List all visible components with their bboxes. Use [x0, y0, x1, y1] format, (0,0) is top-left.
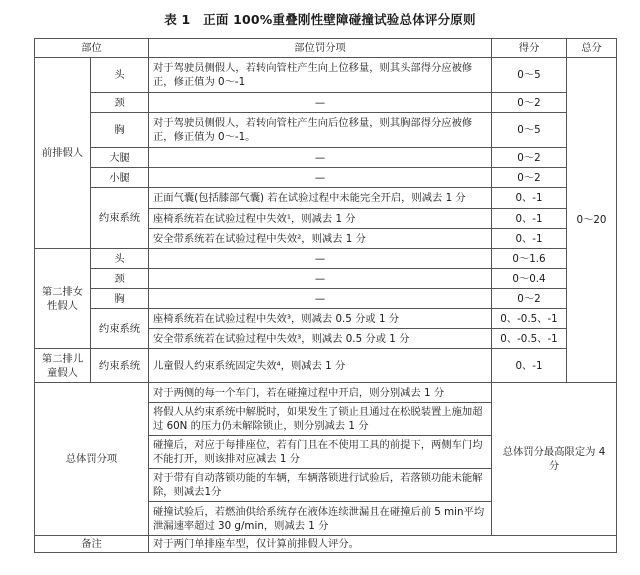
sub-part: 头: [91, 249, 149, 269]
rule-cell: 对于驾驶员侧假人，若转向管柱产生向后位移量，则其胸部得分应被修正，修正值为 0～-1。: [149, 113, 492, 148]
table-row: [35, 168, 617, 188]
rule-cell: —: [149, 289, 492, 309]
table-row: [35, 249, 617, 269]
sub-part: 胸: [91, 113, 149, 148]
overall-rule-cell: 碰撞后，对应于每排座位，若有门且在不使用工具的前提下，两侧车门均不能打开，则该排对应减去 1 分: [149, 436, 492, 469]
score-cell: 0～2: [492, 148, 567, 168]
sub-part: 胸: [91, 289, 149, 309]
sub-part: 小腿: [91, 168, 149, 188]
sub-part: 颈: [91, 269, 149, 289]
rule-cell: —: [149, 93, 492, 113]
header-rule: 部位罚分项: [149, 39, 492, 58]
sub-part-restraint: 约束系统: [91, 188, 149, 249]
score-cell: 0～0.4: [492, 269, 567, 289]
scoring-table: [34, 38, 617, 553]
score-cell: 0、-0.5、-1: [492, 309, 567, 329]
overall-rule-cell: 对于带有自动落锁功能的车辆，车辆落锁进行试验后，若落锁功能未能解除，则减去1分: [149, 469, 492, 502]
table-title: 表 1 正面 100%重叠刚性壁障碰撞试验总体评分原则: [164, 12, 476, 27]
rule-cell: —: [149, 168, 492, 188]
table-row: [35, 289, 617, 309]
table-row: [35, 113, 617, 148]
rule-cell: —: [149, 269, 492, 289]
table-row: [35, 383, 617, 403]
total-score: 0～20: [567, 58, 617, 383]
table-row: [35, 349, 617, 383]
header-score: 得分: [492, 39, 567, 58]
score-cell: 0、-0.5、-1: [492, 329, 567, 349]
group-second-child: 第二排儿童假人: [35, 349, 91, 383]
rule-cell: 正面气囊(包括膝部气囊) 若在试验过程中未能完全开启，则减去 1 分: [149, 188, 492, 209]
score-cell: 0、-1: [492, 349, 567, 383]
rule-cell: —: [149, 148, 492, 168]
score-cell: 0～2: [492, 289, 567, 309]
score-cell: 0、-1: [492, 188, 567, 209]
overall-rule-cell: 对于两侧的每一个车门，若在碰撞过程中开启，则分别减去 1 分: [149, 383, 492, 403]
header-part: 部位: [35, 39, 149, 58]
table-row: [35, 58, 617, 93]
rule-cell: 安全带系统若在试验过程中失效²，则减去 1 分: [149, 229, 492, 249]
header-row: [35, 39, 617, 58]
overall-score-limit: 总体罚分最高限定为 4 分: [492, 383, 617, 536]
header-total: 总分: [567, 39, 617, 58]
table-row: [35, 93, 617, 113]
rule-cell: 座椅系统若在试验过程中失效³，则减去 0.5 分或 1 分: [149, 309, 492, 329]
score-cell: 0～2: [492, 168, 567, 188]
rule-cell: 座椅系统若在试验过程中失效¹，则减去 1 分: [149, 209, 492, 229]
score-cell: 0～5: [492, 113, 567, 148]
score-cell: 0～2: [492, 93, 567, 113]
group-second-female: 第二排女性假人: [35, 249, 91, 349]
table-row: [35, 269, 617, 289]
sub-part: 颈: [91, 93, 149, 113]
rule-cell: 对于驾驶员侧假人，若转向管柱产生向上位移量，则其头部得分应被修正，修正值为 0～-1: [149, 58, 492, 93]
sub-part-restraint: 约束系统: [91, 349, 149, 383]
sub-part-restraint: 约束系统: [91, 309, 149, 349]
group-overall-penalty: 总体罚分项: [35, 383, 149, 536]
note-label: 备注: [35, 536, 149, 553]
table-row: [35, 188, 617, 209]
score-cell: 0、-1: [492, 229, 567, 249]
score-cell: 0～1.6: [492, 249, 567, 269]
score-cell: 0、-1: [492, 209, 567, 229]
rule-cell: 儿童假人约束系统固定失效⁴，则减去 1 分: [149, 349, 492, 383]
overall-rule-cell: 将假人从约束系统中解脱时，如果发生了锁止且通过在松脱装置上施加超过 60N 的压力仍未解除锁止，则分别减去 1 分: [149, 403, 492, 436]
score-cell: 0～5: [492, 58, 567, 93]
sub-part: 头: [91, 58, 149, 93]
group-front-dummy: 前排假人: [35, 58, 91, 249]
rule-cell: —: [149, 249, 492, 269]
table-row: [35, 309, 617, 329]
note-text: 对于两门单排座车型，仅计算前排假人评分。: [149, 536, 617, 553]
table-row: [35, 536, 617, 553]
rule-cell: 安全带系统若在试验过程中失效³，则减去 0.5 分或 1 分: [149, 329, 492, 349]
overall-rule-cell: 碰撞试验后，若燃油供给系统存在液体连续泄漏且在碰撞后前 5 min平均泄漏速率超过 30 g/min，则减去 1 分: [149, 502, 492, 536]
table-row: [35, 148, 617, 168]
sub-part: 大腿: [91, 148, 149, 168]
